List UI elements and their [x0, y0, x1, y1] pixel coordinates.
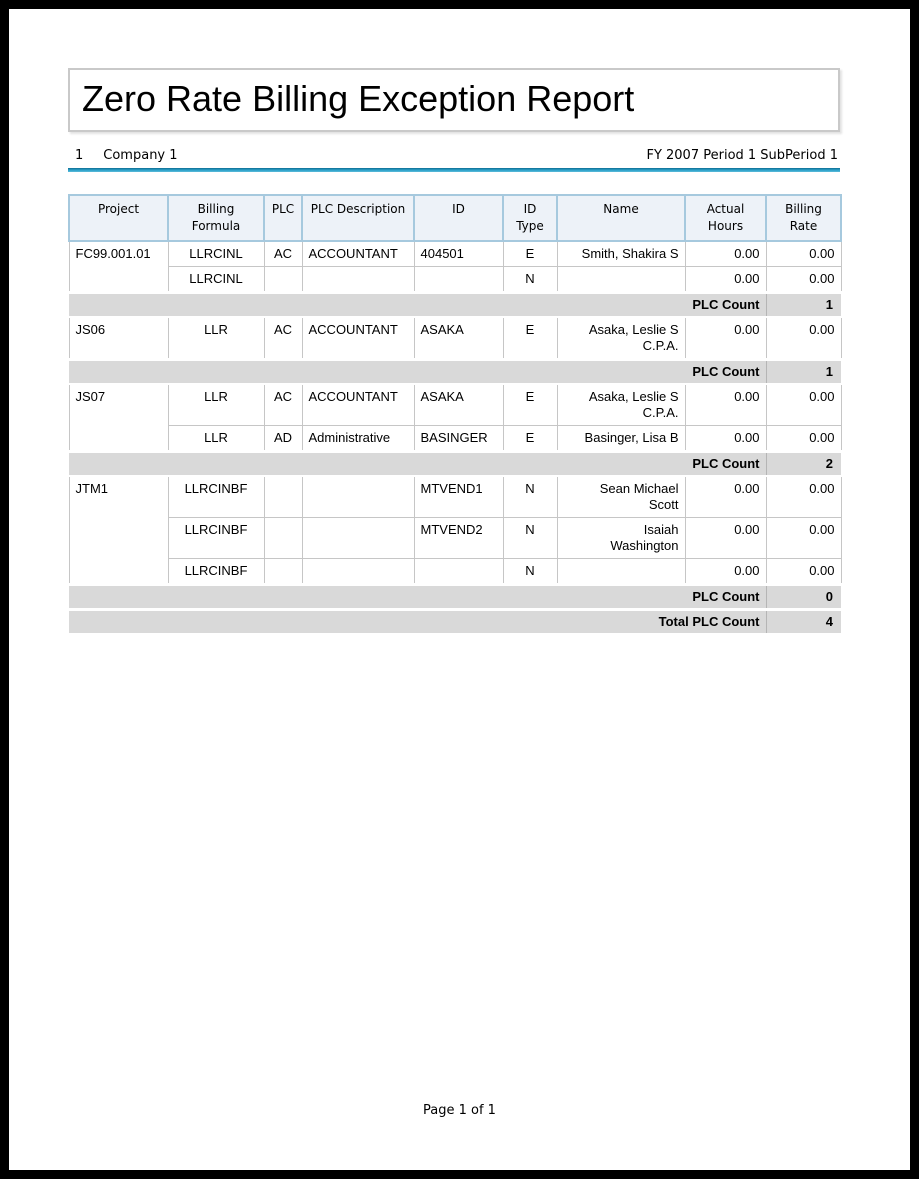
cell-id	[414, 559, 503, 585]
cell-billing-formula: LLR	[168, 384, 264, 426]
cell-plc-description: ACCOUNTANT	[302, 384, 414, 426]
table-row	[69, 426, 841, 452]
accent-divider	[68, 168, 840, 172]
cell-project: JS06	[69, 317, 168, 360]
page-footer: Page 1 of 1	[423, 1103, 496, 1118]
cell-billing-formula: LLRCINBF	[168, 476, 264, 518]
plc-count-row	[69, 585, 841, 610]
company-name: Company 1	[103, 148, 178, 163]
billing-exception-table	[68, 194, 842, 635]
cell-project: FC99.001.01	[69, 241, 168, 293]
plc-count-row-label: PLC Count	[69, 585, 766, 610]
cell-plc: AC	[264, 384, 302, 426]
cell-name	[557, 267, 685, 293]
plc-count-row-label: PLC Count	[69, 293, 766, 318]
report-meta-row	[68, 148, 840, 163]
period-info: FY 2007 Period 1 SubPeriod 1	[646, 148, 838, 163]
total-plc-count-row-label: Total PLC Count	[69, 610, 766, 635]
plc-count-row-value: 0	[766, 585, 841, 610]
plc-count-row-label: PLC Count	[69, 360, 766, 385]
cell-billing-formula: LLRCINBF	[168, 518, 264, 559]
column-header-plc-description: PLC Description	[302, 195, 414, 241]
cell-id: BASINGER	[414, 426, 503, 452]
column-header-name: Name	[557, 195, 685, 241]
company-info	[75, 148, 178, 163]
cell-billing-rate: 0.00	[766, 241, 841, 267]
cell-plc	[264, 518, 302, 559]
cell-plc-description	[302, 476, 414, 518]
table-body	[69, 241, 841, 634]
plc-count-row	[69, 360, 841, 385]
cell-name: Smith, Shakira S	[557, 241, 685, 267]
cell-billing-rate: 0.00	[766, 476, 841, 518]
cell-project: JS07	[69, 384, 168, 452]
cell-id-type: E	[503, 426, 557, 452]
table-row	[69, 559, 841, 585]
cell-billing-rate: 0.00	[766, 426, 841, 452]
table-row	[69, 267, 841, 293]
cell-name: Asaka, Leslie S C.P.A.	[557, 384, 685, 426]
report-title-box	[68, 68, 840, 132]
cell-id-type: E	[503, 241, 557, 267]
cell-actual-hours: 0.00	[685, 267, 766, 293]
table-row	[69, 476, 841, 518]
cell-plc-description	[302, 518, 414, 559]
total-plc-count-row-value: 4	[766, 610, 841, 635]
cell-billing-formula: LLRCINL	[168, 241, 264, 267]
table-row	[69, 241, 841, 267]
cell-name: Basinger, Lisa B	[557, 426, 685, 452]
cell-id: MTVEND2	[414, 518, 503, 559]
cell-project: JTM1	[69, 476, 168, 585]
cell-billing-rate: 0.00	[766, 267, 841, 293]
cell-id-type: N	[503, 559, 557, 585]
cell-billing-formula: LLR	[168, 426, 264, 452]
cell-billing-formula: LLRCINL	[168, 267, 264, 293]
cell-id	[414, 267, 503, 293]
plc-count-row-value: 1	[766, 293, 841, 318]
cell-id-type: E	[503, 317, 557, 360]
plc-count-row-value: 2	[766, 452, 841, 477]
page-title: Zero Rate Billing Exception Report	[82, 78, 635, 119]
cell-billing-formula: LLRCINBF	[168, 559, 264, 585]
column-header-id: ID	[414, 195, 503, 241]
cell-billing-formula: LLR	[168, 317, 264, 360]
cell-plc: AC	[264, 241, 302, 267]
column-header-plc: PLC	[264, 195, 302, 241]
cell-plc-description: Administrative	[302, 426, 414, 452]
cell-plc-description: ACCOUNTANT	[302, 241, 414, 267]
column-header-actual-hours: Actual Hours	[685, 195, 766, 241]
cell-actual-hours: 0.00	[685, 476, 766, 518]
cell-id: 404501	[414, 241, 503, 267]
cell-id-type: N	[503, 476, 557, 518]
total-plc-count-row	[69, 610, 841, 635]
cell-billing-rate: 0.00	[766, 384, 841, 426]
cell-plc: AC	[264, 317, 302, 360]
cell-id-type: E	[503, 384, 557, 426]
cell-actual-hours: 0.00	[685, 241, 766, 267]
table-row	[69, 518, 841, 559]
cell-plc-description: ACCOUNTANT	[302, 317, 414, 360]
column-header-id-type: ID Type	[503, 195, 557, 241]
cell-name: Sean Michael Scott	[557, 476, 685, 518]
cell-name	[557, 559, 685, 585]
cell-actual-hours: 0.00	[685, 426, 766, 452]
column-header-billing-rate: Billing Rate	[766, 195, 841, 241]
cell-id: ASAKA	[414, 317, 503, 360]
report-page	[9, 9, 910, 1170]
cell-plc-description	[302, 267, 414, 293]
cell-id-type: N	[503, 518, 557, 559]
cell-name: Isaiah Washington	[557, 518, 685, 559]
cell-plc: AD	[264, 426, 302, 452]
company-number: 1	[75, 148, 84, 163]
plc-count-row	[69, 293, 841, 318]
cell-plc-description	[302, 559, 414, 585]
column-header-project: Project	[69, 195, 168, 241]
cell-plc	[264, 559, 302, 585]
table-row	[69, 384, 841, 426]
cell-actual-hours: 0.00	[685, 384, 766, 426]
cell-actual-hours: 0.00	[685, 518, 766, 559]
cell-billing-rate: 0.00	[766, 518, 841, 559]
cell-billing-rate: 0.00	[766, 317, 841, 360]
plc-count-row-value: 1	[766, 360, 841, 385]
cell-id: MTVEND1	[414, 476, 503, 518]
header-row	[69, 195, 841, 241]
cell-name: Asaka, Leslie S C.P.A.	[557, 317, 685, 360]
cell-billing-rate: 0.00	[766, 559, 841, 585]
column-header-billing-formula: Billing Formula	[168, 195, 264, 241]
cell-actual-hours: 0.00	[685, 559, 766, 585]
table-row	[69, 317, 841, 360]
cell-actual-hours: 0.00	[685, 317, 766, 360]
table-header	[69, 195, 841, 241]
plc-count-row-label: PLC Count	[69, 452, 766, 477]
cell-plc	[264, 267, 302, 293]
plc-count-row	[69, 452, 841, 477]
cell-plc	[264, 476, 302, 518]
cell-id: ASAKA	[414, 384, 503, 426]
cell-id-type: N	[503, 267, 557, 293]
